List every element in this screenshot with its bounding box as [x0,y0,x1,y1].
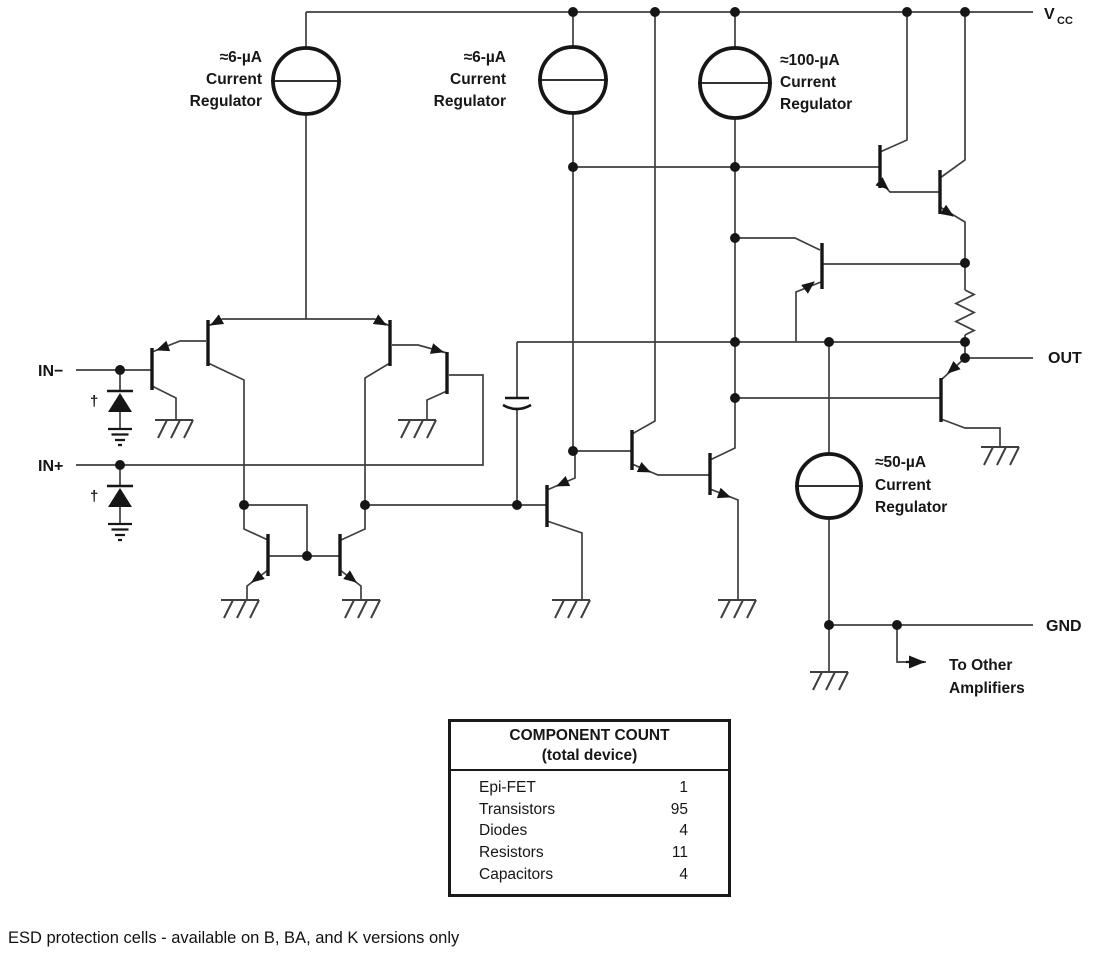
row-label: Transistors [479,800,556,818]
junction-dot [239,500,249,510]
regulator4-word2: Regulator [875,499,948,516]
component-count-header [451,722,728,771]
row-label: Resistors [479,844,544,862]
current-regulator-chords [271,80,863,486]
arrow-t3-emitter [377,320,386,325]
junction-dot [302,551,312,561]
table-row [451,864,728,886]
table-row [451,799,728,821]
arrow-top-npn1-emitter [881,183,888,189]
signal-ground [108,429,132,445]
regulator4-value: ≈50-µA [875,454,927,471]
out-label: OUT [1048,350,1082,367]
row-value: 1 [679,779,688,796]
arrow-gain-stage-emitter [557,481,568,486]
capacitor [503,398,531,409]
row-label: Epi-FET [479,779,536,796]
ground-symbol [221,600,259,618]
junction-dot [568,162,578,172]
arrow-t4-emitter [433,349,443,352]
signal-ground [108,524,132,540]
junction-dot [730,7,740,17]
table-row [451,842,728,864]
regulator1-word2: Regulator [189,93,262,110]
vcc-subscript: CC [1057,15,1073,27]
row-value: 4 [679,865,688,883]
junction-dot [568,7,578,17]
table-title: COMPONENT COUNT [509,727,670,744]
dagger-in-plus: † [90,488,99,505]
row-value: 4 [679,822,688,840]
table-row [451,777,728,799]
emitter-arrows [157,183,956,582]
ground-symbol [155,420,193,438]
capacitor-plate-bottom [503,405,531,409]
ground-symbol [398,420,436,438]
ground-symbol [342,600,380,618]
junction-dot [568,446,578,456]
regulator2-word1: Current [450,71,506,88]
row-label: Diodes [479,822,528,840]
row-label: Capacitors [479,865,554,883]
ground-symbol [810,672,848,690]
junction-dot [902,7,912,17]
diode-triangle [108,393,132,412]
junction-dot [960,258,970,268]
table-subtitle: (total device) [541,747,638,764]
arrow-driver1-emitter [639,467,650,472]
to-other-line1: To Other [949,657,1013,674]
regulator2-value: ≈6-µA [463,49,506,66]
to-other-line2: Amplifiers [949,680,1025,697]
esd-footer-note: ESD protection cells - available on B, BA, and K versions only [8,929,460,947]
regulator2-word2: Regulator [433,93,506,110]
row-value: 11 [671,844,688,862]
regulator3-word1: Current [780,74,836,91]
regulator3-word2: Regulator [780,96,853,113]
gnd-label: GND [1046,618,1082,635]
junction-dot [824,337,834,347]
junction-dot [960,7,970,17]
junction-dot [650,7,660,17]
regulator4-word1: Current [875,477,931,494]
esd-diode-in-minus [107,391,133,445]
arrow-driver2-emitter [719,493,730,497]
junction-dot [730,337,740,347]
regulator1-word1: Current [206,71,262,88]
regulator-labels [190,49,948,516]
dagger-in-minus: † [90,393,99,410]
component-count-body [451,771,728,894]
in-minus-label: IN− [38,363,64,380]
arrow-t2-emitter [211,320,220,325]
ground-symbol [981,447,1019,465]
junction-dot [115,365,125,375]
diode-triangle [108,488,132,507]
arrow-mirror-left-emitter [252,575,261,582]
junction-dot [730,393,740,403]
junction-dot [730,233,740,243]
arrow-t1-emitter [157,346,168,350]
arrow-output-pnp-emitter [948,366,956,373]
regulator1-value: ≈6-µA [219,49,262,66]
current-regulators [271,47,863,518]
annotations [90,393,1025,697]
junction-dot [960,337,970,347]
ground-symbol [718,600,756,618]
junction-dot [730,162,740,172]
junction-dot [892,620,902,630]
regulator3-value: ≈100-µA [780,52,840,69]
junction-dot [115,460,125,470]
resistor [956,290,974,335]
ground-symbol [552,600,590,618]
esd-diode-in-plus [107,486,133,540]
wires [76,12,1000,672]
component-count-table [448,719,731,897]
junction-dot [824,620,834,630]
junction-dot [512,500,522,510]
table-row [451,820,728,842]
row-value: 95 [670,800,688,818]
junction-dot [360,500,370,510]
arrow-mirror-right-emitter [347,575,356,582]
junction-dot [960,353,970,363]
vcc-label: V [1044,6,1055,23]
in-plus-label: IN+ [38,458,64,475]
wire-network [76,12,1033,672]
